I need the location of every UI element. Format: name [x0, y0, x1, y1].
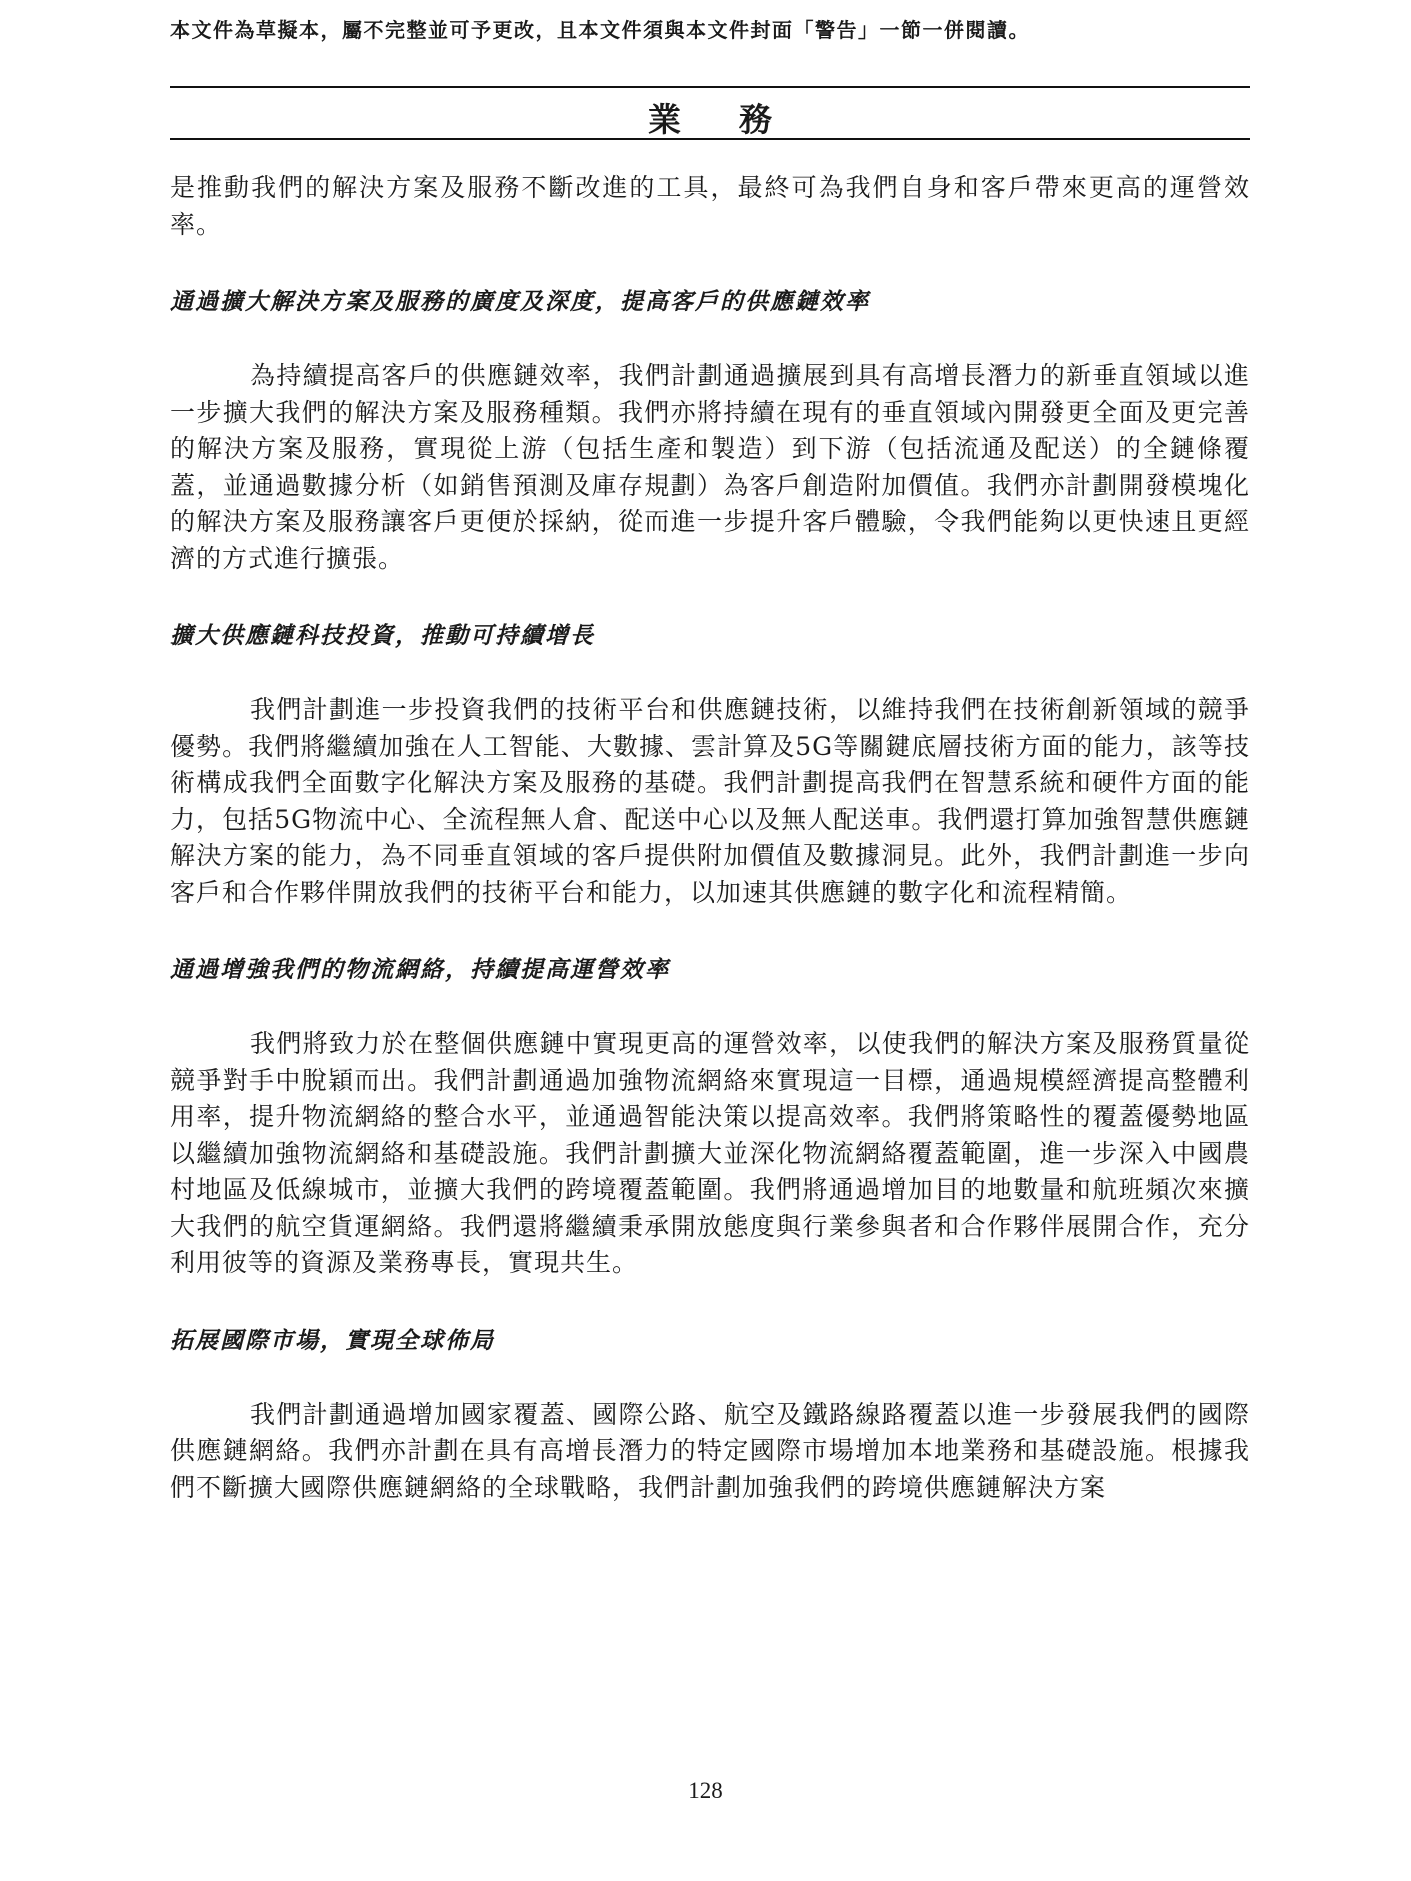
page-title: 業務: [648, 100, 830, 139]
section-heading-solutions: 通過擴大解決方案及服務的廣度及深度，提高客戶的供應鏈效率: [170, 288, 870, 315]
section-paragraph-logistics: 我們將致力於在整個供應鏈中實現更高的運營效率，以使我們的解決方案及服務質量從競爭對手中脫穎而出。我們計劃通過加強物流網絡來實現這一目標，通過規模經濟提高整體利用率，提升物流網絡的整合水平，並通過智能決策以提高效率。我們將策略性的覆蓋優勢地區以繼續加強物流網絡和基礎設施。我們計劃擴大並深化物流網絡覆蓋範圍，進一步深入中國農村地區及低線城市，並擴大我們的跨境覆蓋範圍。我們將通過增加目的地數量和航班頻次來擴大我們的航空貨運網絡。我們還將繼續秉承開放態度與行業參與者和合作夥伴展開合作，充分利用彼等的資源及業務專長，實現共生。: [170, 1029, 1250, 1277]
document-body: [170, 170, 1250, 1506]
header-notice: 本文件為草擬本，屬不完整並可予更改，且本文件須與本文件封面「警告」一節一併閱讀。: [170, 18, 1030, 42]
title-bottom-rule: [170, 138, 1250, 140]
section-heading-technology: 擴大供應鏈科技投資，推動可持續增長: [170, 622, 595, 649]
intro-paragraph: 是推動我們的解決方案及服務不斷改進的工具，最終可為我們自身和客戶帶來更高的運營效率。: [170, 173, 1250, 239]
section-paragraph-technology: 我們計劃進一步投資我們的技術平台和供應鏈技術，以維持我們在技術創新領域的競爭優勢。我們將繼續加強在人工智能、大數據、雲計算及5G等關鍵底層技術方面的能力，該等技術構成我們全面數字化解決方案及服務的基礎。我們計劃提高我們在智慧系統和硬件方面的能力，包括5G物流中心、全流程無人倉、配送中心以及無人配送車。我們還打算加強智慧供應鏈解決方案的能力，為不同垂直領域的客戶提供附加價值及數據洞見。此外，我們計劃進一步向客戶和合作夥伴開放我們的技術平台和能力，以加速其供應鏈的數字化和流程精簡。: [170, 695, 1250, 907]
section-paragraph-solutions: 為持續提高客戶的供應鏈效率，我們計劃通過擴展到具有高增長潛力的新垂直領域以進一步擴大我們的解決方案及服務種類。我們亦將持續在現有的垂直領域內開發更全面及更完善的解決方案及服務，實現從上游（包括生產和製造）到下游（包括流通及配送）的全鏈條覆蓋，並通過數據分析（如銷售預測及庫存規劃）為客戶創造附加價值。我們亦計劃開發模塊化的解決方案及服務讓客戶更便於採納，從而進一步提升客戶體驗，令我們能夠以更快速且更經濟的方式進行擴張。: [170, 361, 1250, 573]
page-number: 128: [688, 1778, 723, 1803]
section-paragraph-international: 我們計劃通過增加國家覆蓋、國際公路、航空及鐵路線路覆蓋以進一步發展我們的國際供應鏈網絡。我們亦計劃在具有高增長潛力的特定國際市場增加本地業務和基礎設施。根據我們不斷擴大國際供應鏈網絡的全球戰略，我們計劃加強我們的跨境供應鏈解決方案: [170, 1399, 1250, 1502]
section-heading-logistics: 通過增強我們的物流網絡，持續提高運營效率: [170, 956, 670, 983]
title-top-rule: [170, 86, 1250, 88]
section-heading-international: 拓展國際市場，實現全球佈局: [170, 1326, 495, 1354]
